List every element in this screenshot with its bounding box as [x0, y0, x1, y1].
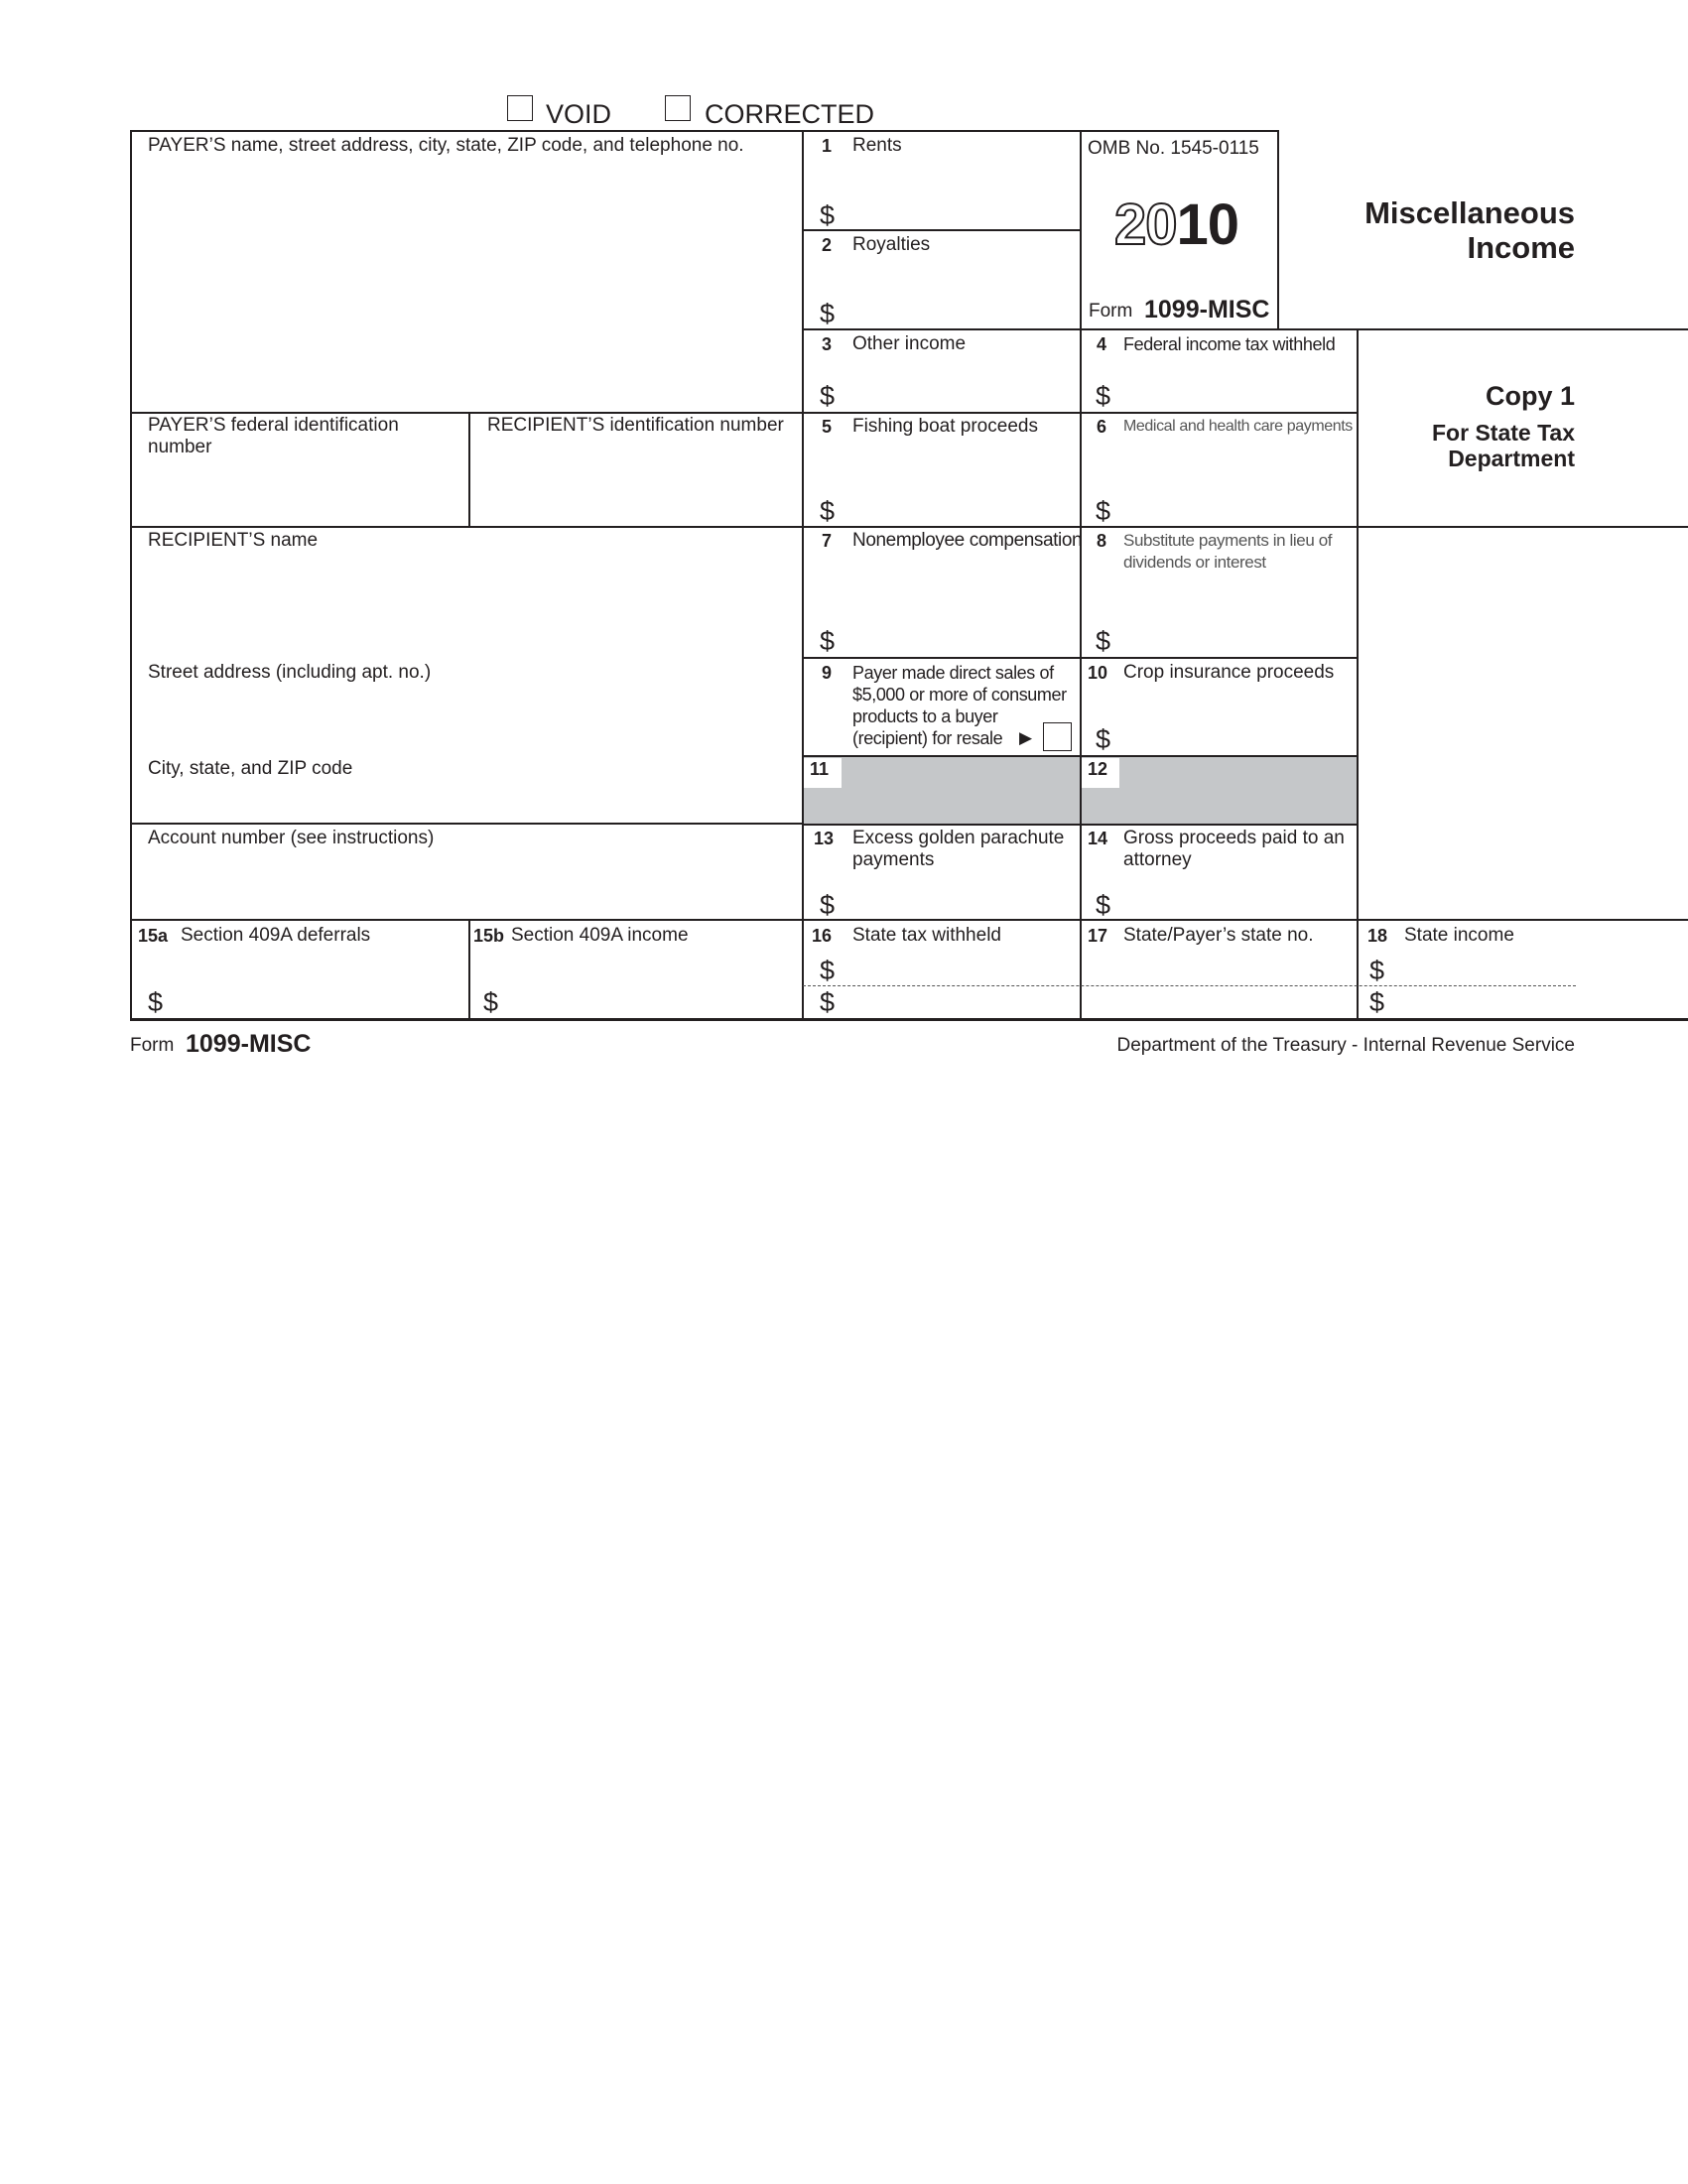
void-label: VOID: [546, 99, 612, 129]
box-7-label: Nonemployee compensation: [852, 530, 1083, 551]
box-11-shade: [803, 756, 1081, 824]
box-13-label: Excess golden parachute payments: [852, 828, 1065, 870]
box-10-dollar: $: [1096, 724, 1111, 754]
box-8-dollar: $: [1096, 626, 1111, 656]
box-18-dollar-2: $: [1369, 987, 1385, 1017]
box-13-dollar: $: [820, 890, 836, 920]
recipient-id-label: RECIPIENT’S identification number: [487, 415, 784, 436]
resale-arrow-icon: ▶: [1019, 728, 1033, 747]
box-4-number: 4: [1097, 334, 1107, 354]
state-row-divider: [803, 985, 1576, 986]
box-15b-label: Section 409A income: [511, 925, 689, 946]
box-5-number: 5: [822, 417, 833, 437]
city-state-zip-label: City, state, and ZIP code: [148, 758, 353, 779]
void-checkbox[interactable]: [507, 95, 533, 121]
box-9-label: Payer made direct sales of $5,000 or more of consumer products to a buyer (recipient) for resale: [852, 663, 1067, 748]
box-12-number: 12: [1082, 758, 1119, 788]
box-6-dollar: $: [1096, 496, 1111, 526]
box-7-number: 7: [822, 531, 833, 551]
form-title-line2: Income: [1467, 230, 1575, 265]
box-15a-label: Section 409A deferrals: [181, 925, 371, 946]
box-16-dollar-1: $: [820, 956, 836, 985]
box-9-number: 9: [822, 663, 833, 683]
box-16-label: State tax withheld: [852, 925, 1001, 946]
box-17-label: State/Payer’s state no.: [1123, 925, 1314, 946]
box-7-dollar: $: [820, 626, 836, 656]
box-16-dollar-2: $: [820, 987, 836, 1017]
street-address-label: Street address (including apt. no.): [148, 662, 432, 683]
box-10-label: Crop insurance proceeds: [1123, 662, 1335, 683]
box-13-number: 13: [814, 829, 835, 848]
account-number-label: Account number (see instructions): [148, 828, 435, 848]
box-18-number: 18: [1367, 926, 1388, 946]
omb-number: OMB No. 1545-0115: [1088, 138, 1259, 159]
box-16-number: 16: [812, 926, 833, 946]
recipient-name-label: RECIPIENT’S name: [148, 530, 319, 551]
box-9-checkbox[interactable]: [1043, 722, 1072, 751]
box-17-number: 17: [1088, 926, 1108, 946]
box-2-number: 2: [822, 235, 833, 255]
footer-form-word: Form: [130, 1035, 175, 1056]
box-14-number: 14: [1088, 829, 1108, 848]
box-6-label: Medical and health care payments: [1123, 418, 1353, 435]
box-5-dollar: $: [820, 496, 836, 526]
payer-fed-id-label: PAYER’S federal identification number: [148, 415, 399, 457]
box-11-number: 11: [804, 758, 842, 788]
box-8-label: Substitute payments in lieu of dividends or interest: [1123, 531, 1333, 572]
box-4-dollar: $: [1096, 381, 1111, 411]
omb-form-word: Form: [1089, 301, 1133, 321]
box-6-number: 6: [1097, 417, 1107, 437]
copy-line2: Department: [1448, 446, 1575, 471]
corrected-checkbox[interactable]: [665, 95, 691, 121]
box-1-label: Rents: [852, 135, 902, 156]
box-15a-number: 15a: [138, 926, 169, 946]
box-18-label: State income: [1404, 925, 1514, 946]
box-4-label: Federal income tax withheld: [1123, 334, 1336, 354]
omb-form-name: 1099-MISC: [1144, 296, 1270, 323]
box-1-dollar: $: [820, 200, 836, 230]
footer-agency: Department of the Treasury - Internal Revenue Service: [1116, 1035, 1575, 1056]
box-15b-number: 15b: [473, 926, 505, 946]
box-5-label: Fishing boat proceeds: [852, 416, 1038, 437]
tax-year: [1114, 195, 1238, 255]
box-2-label: Royalties: [852, 234, 931, 255]
footer-form-name: 1099-MISC: [186, 1030, 312, 1058]
copy-title: Copy 1: [1485, 381, 1575, 411]
form-title-line1: Miscellaneous: [1364, 195, 1575, 230]
box-15a-dollar: $: [148, 987, 164, 1017]
box-10-number: 10: [1088, 663, 1108, 683]
box-18-dollar-1: $: [1369, 956, 1385, 985]
box-8-number: 8: [1097, 531, 1107, 551]
tax-year-outline: 20: [1114, 193, 1177, 257]
tax-year-solid: 10: [1176, 193, 1239, 257]
box-3-number: 3: [822, 334, 833, 354]
box-3-label: Other income: [852, 333, 967, 354]
box-2-dollar: $: [820, 299, 836, 328]
corrected-label: CORRECTED: [705, 99, 875, 129]
box-1-number: 1: [822, 136, 833, 156]
box-14-dollar: $: [1096, 890, 1111, 920]
payer-name-label: PAYER’S name, street address, city, state, ZIP code, and telephone no.: [148, 135, 744, 156]
box-12-shade: [1081, 756, 1358, 824]
box-3-dollar: $: [820, 381, 836, 411]
copy-line1: For State Tax: [1432, 420, 1575, 446]
box-14-label: Gross proceeds paid to an attorney: [1123, 828, 1345, 870]
box-15b-dollar: $: [483, 987, 499, 1017]
